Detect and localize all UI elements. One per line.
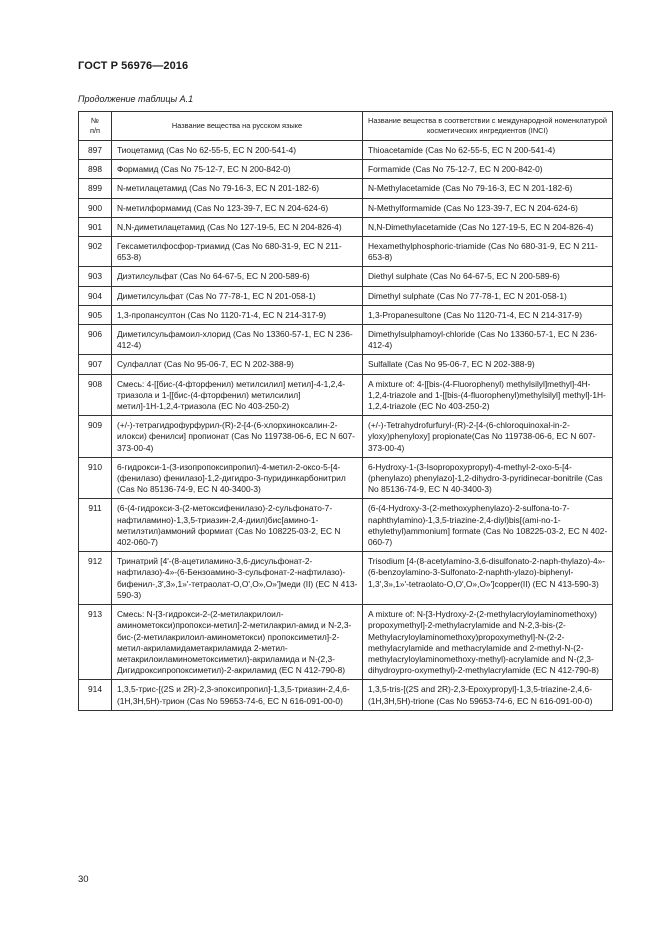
russian-name-cell: (6-(4-гидрокси-3-(2-метоксифенилазо)-2-сульфонато-7-нафтиламино)-1,3,5-триазин-2,4-диил)бис[амино-1-метилэтил)аммоний формиат (Cas No 108225-03-2, EC N 402-060-7) xyxy=(112,499,363,552)
russian-name-cell: Тиоцетамид (Cas No 62-55-5, EC N 200-541-4) xyxy=(112,141,363,160)
russian-name-cell: Диметилсульфат (Cas No 77-78-1, EC N 201-058-1) xyxy=(112,286,363,305)
row-number: 909 xyxy=(79,416,112,458)
row-number: 914 xyxy=(79,680,112,710)
russian-name-cell: Диметилсульфамоил-хлорид (Cas No 13360-57-1, EC N 236-412-4) xyxy=(112,325,363,355)
inci-name-cell: 6-Hydroxy-1-(3-Isopropoxypropyl)-4-methyl-2-oxo-5-[4-(phenylazo) phenylazo]-1,2-dihydro-3-pyridinecar-bonitrile (Cas No 85136-74-9, EC N 40-3400-3) xyxy=(363,457,613,499)
table-row xyxy=(79,237,613,267)
row-number: 901 xyxy=(79,217,112,236)
table-row xyxy=(79,198,613,217)
inci-name-cell: A mixture of: N-[3-Hydroxy-2-(2-methylacryloylaminomethoxy) propoxymethyl]-2-methylacrylamide and N-2,3-bis-(2-Methylacryloylaminomethoxy)propoxymethyl]-N-(2-2-methylacrylamide and methacrylamide and 2-methyl-N-(2-methylacryloylaminomethoxy-methyl)-acrylamide and N-(2,3-dihydroypro-oxymethyl)-2-methylacrylamide (EC N 412-790-8) xyxy=(363,605,613,680)
russian-name-cell: 1,3-пропансултон (Cas No 1120-71-4, EC N 214-317-9) xyxy=(112,305,363,324)
table-row xyxy=(79,416,613,458)
russian-name-cell: N,N-диметилацетамид (Cas No 127-19-5, EC N 204-826-4) xyxy=(112,217,363,236)
row-number: 897 xyxy=(79,141,112,160)
row-number: 899 xyxy=(79,179,112,198)
inci-name-cell: Sulfallate (Cas No 95-06-7, EC N 202-388-9) xyxy=(363,355,613,374)
table-row xyxy=(79,179,613,198)
row-number: 900 xyxy=(79,198,112,217)
russian-name-cell: 6-гидрокси-1-(3-изопропоксипропил)-4-метил-2-оксо-5-[4-(фенилазо) фенилазо]-1,2-дигидро-3-пуридинкарбонитрил (Cas No 85136-74-9, EC N 40-3400-3) xyxy=(112,457,363,499)
inci-name-cell: N-Methylacetamide (Cas No 79-16-3, EC N 201-182-6) xyxy=(363,179,613,198)
table-row xyxy=(79,499,613,552)
russian-name-cell: Диэтилсульфат (Cas No 64-67-5, EC N 200-589-6) xyxy=(112,267,363,286)
row-number: 912 xyxy=(79,552,112,605)
inci-name-cell: Trisodium [4-(8-acetylamino-3,6-disulfonato-2-naph-thylazo)-4»-(6-benzoylamino-3-Sulfonato-2-naphth-ylazo)-biphenyl-1,3',3»,1»'-tetraolato-O,O',O»,O»']copper(II) (EC N 413-590-3) xyxy=(363,552,613,605)
table-row xyxy=(79,267,613,286)
document-header: ГОСТ Р 56976—2016 xyxy=(78,60,189,72)
substances-table xyxy=(78,111,613,711)
table-row xyxy=(79,217,613,236)
inci-name-cell: Diethyl sulphate (Cas No 64-67-5, EC N 200-589-6) xyxy=(363,267,613,286)
row-number: 910 xyxy=(79,457,112,499)
table-row xyxy=(79,374,613,416)
inci-name-cell: N,N-Dimethylacetamide (Cas No 127-19-5, EC N 204-826-4) xyxy=(363,217,613,236)
russian-name-cell: Сулфаллат (Cas No 95-06-7, EC N 202-388-9) xyxy=(112,355,363,374)
inci-name-cell: Dimethyl sulphate (Cas No 77-78-1, EC N 201-058-1) xyxy=(363,286,613,305)
row-number: 898 xyxy=(79,160,112,179)
row-number: 903 xyxy=(79,267,112,286)
inci-name-cell: A mixture of: 4-[[bis-(4-Fluorophenyl) methylsilyl]methyl]-4H-1,2,4-triazole and 1-[[bis-(4-fluorophenyl)methylsilyl] methyl]-1H-1,2,4-triazole (EC No 403-250-2) xyxy=(363,374,613,416)
row-number: 906 xyxy=(79,325,112,355)
russian-name-cell: Гексаметилфосфор-триамид (Cas No 680-31-9, EC N 211-653-8) xyxy=(112,237,363,267)
inci-name-cell: Formamide (Cas No 75-12-7, EC N 200-842-0) xyxy=(363,160,613,179)
table-row xyxy=(79,605,613,680)
russian-name-cell: Формамид (Cas No 75-12-7, EC N 200-842-0) xyxy=(112,160,363,179)
row-number: 904 xyxy=(79,286,112,305)
inci-name-cell: (6-(4-Hydroxy-3-(2-methoxyphenylazo)-2-sulfona-to-7-naphthylamino)-1,3,5-triazine-2,4-diyl)bis[(ami-no-1-ethylethyl)ammonium] formate (Cas No 108225-03-2, EC N 402-060-7) xyxy=(363,499,613,552)
russian-name-cell: Смесь: N-[3-гидрокси-2-(2-метилакрилоил-аминометокси)пропокси-метил]-2-метилакрил-амид и N-2,3-бис-(2-метилакрилоил-аминометокси) пропоксиметил]-2-метил-акриламидаметакриламида 2-метил-метакрилоиламинометоксиметил)-акриламида и N-(2,3-Дигидроксипропоксиметил)-2-акриламид (EC N 412-790-8) xyxy=(112,605,363,680)
inci-name-cell: Hexamethylphosphoric-triamide (Cas No 680-31-9, EC N 211-653-8) xyxy=(363,237,613,267)
row-number: 913 xyxy=(79,605,112,680)
russian-name-cell: (+/-)-тетрагидрофурфурил-(R)-2-[4-(6-хлорхиноксалин-2-илокси) фенилси] пропионат (Cas No 119738-06-6, EC N 607-373-00-4) xyxy=(112,416,363,458)
table-row xyxy=(79,457,613,499)
russian-name-cell: 1,3,5-трис-[(2S и 2R)-2,3-эпоксипропил]-1,3,5-триазин-2,4,6-(1Н,3Н,5Н)-трион (Cas No 59653-74-6, EC N 616-091-00-0) xyxy=(112,680,363,710)
row-number: 908 xyxy=(79,374,112,416)
inci-name-cell: Thioacetamide (Cas No 62-55-5, EC N 200-541-4) xyxy=(363,141,613,160)
table-row xyxy=(79,286,613,305)
inci-name-cell: 1,3-Propanesultone (Cas No 1120-71-4, EC N 214-317-9) xyxy=(363,305,613,324)
russian-name-cell: Тринатрий [4'-(8-ацетиламино-3,6-дисульфонат-2-нафтилазо)-4»-(6-Бензоамино-3-сульфонат-2-нафтилазо)-бифенил-,3',3»,1»'-тетраолат-О,О',О»,О»']меди (II) (EC N 413-590-3) xyxy=(112,552,363,605)
table-row xyxy=(79,552,613,605)
table-row xyxy=(79,325,613,355)
russian-name-cell: N-метилацетамид (Cas No 79-16-3, EC N 201-182-6) xyxy=(112,179,363,198)
table-row xyxy=(79,305,613,324)
table-row xyxy=(79,160,613,179)
russian-name-cell: N-метилформамид (Cas No 123-39-7, EC N 204-624-6) xyxy=(112,198,363,217)
table-caption: Продолжение таблицы А.1 xyxy=(78,94,194,104)
header-inci-name: Название вещества в соответствии с международной номенклатурой косметических ингредиентов (INCI) xyxy=(363,112,613,141)
header-number: № п/п xyxy=(79,112,112,141)
inci-name-cell: Dimethylsulphamoyl-chloride (Cas No 13360-57-1, EC N 236-412-4) xyxy=(363,325,613,355)
row-number: 907 xyxy=(79,355,112,374)
inci-name-cell: (+/-)-Tetrahydrofurfuryl-(R)-2-[4-(6-chloroquinoxal-in-2-yloxy)phenyloxy] propionate(Cas No 119738-06-6, EC N 607-373-00-4) xyxy=(363,416,613,458)
row-number: 911 xyxy=(79,499,112,552)
inci-name-cell: N-Methylformamide (Cas No 123-39-7, EC N 204-624-6) xyxy=(363,198,613,217)
table-row xyxy=(79,141,613,160)
table-header-row xyxy=(79,112,613,141)
page-number: 30 xyxy=(78,874,89,885)
row-number: 902 xyxy=(79,237,112,267)
table-row xyxy=(79,355,613,374)
row-number: 905 xyxy=(79,305,112,324)
inci-name-cell: 1,3,5-tris-[(2S and 2R)-2,3-Epoxypropyl]-1,3,5-triazine-2,4,6-(1H,3H,5H)-trione (Cas No 59653-74-6, EC N 616-091-00-0) xyxy=(363,680,613,710)
russian-name-cell: Смесь: 4-[[бис-(4-фторфенил) метилсилил] метил]-4-1,2,4-триазола и 1-[[бис-(4-фторфенил) метилсилил] метил]-1Н-1,2,4-триазола (EC No 403-250-2) xyxy=(112,374,363,416)
table-row xyxy=(79,680,613,710)
header-russian-name: Название вещества на русском языке xyxy=(112,112,363,141)
